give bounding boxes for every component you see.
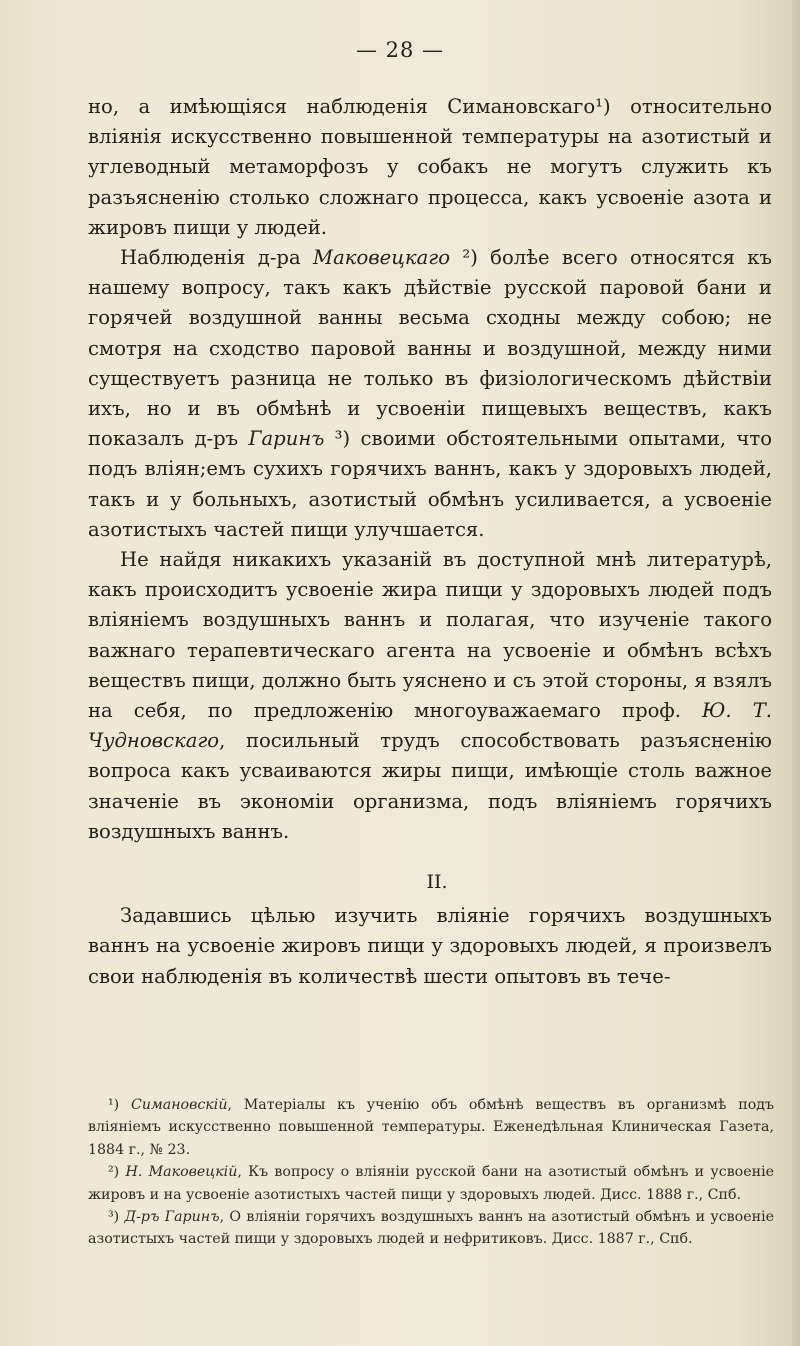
footnotes <box>88 1094 774 1251</box>
footnote-1 <box>88 1094 774 1161</box>
footnote-2-author: Н. Маковецкій <box>125 1164 238 1181</box>
footnote-3-author: Д-ръ Гаринъ <box>124 1209 220 1226</box>
paragraph-2-middle: ²) болѣе всего относятся къ нашему вопросу, такъ какъ дѣйствіе русской паровой бани и горячей воздушной ванны весьма сходны между собою; не смотря на сходство паровой ванны и воздушной, между ними существуетъ разница не только въ физіологическомъ дѣйствіи ихъ, но и въ обмѣнѣ и усвоеніи пищевыхъ веществъ, какъ показалъ д-ръ <box>88 246 772 451</box>
paragraph-3-tail: , посильный трудъ способствовать разъясненію вопроса какъ усваиваются жиры пищи, имѣющіе столь важное значеніе въ экономіи организма, подъ вліяніемъ горячихъ воздушныхъ ваннъ. <box>88 729 772 843</box>
author-name-garin: Гаринъ <box>248 427 325 451</box>
author-name-makovetsky: Маковецкаго <box>313 246 450 270</box>
author-name-chudnovsky: Ю. Т. Чудновскаго <box>88 699 772 753</box>
paragraph-3 <box>88 545 772 847</box>
footnote-2 <box>88 1161 774 1206</box>
footnote-2-text: , Къ вопросу о вліяніи русской бани на азотистый обмѣнъ и усвоеніе жировъ и на усвоеніе азотистыхъ частей пищи у здоровыхъ людей. Дисс. 1888 г., Спб. <box>88 1164 775 1203</box>
footnote-1-author: Симановскій <box>131 1097 228 1113</box>
main-text <box>88 92 772 992</box>
footnote-3-marker: ³) <box>108 1209 125 1226</box>
footnote-3 <box>88 1206 774 1251</box>
paragraph-2 <box>88 243 772 545</box>
paragraph-2-lead: Наблюденія д-ра <box>120 246 313 270</box>
paragraph-4: Задавшись цѣлью изучить вліяніе горячихъ воздушныхъ ваннъ на усвоеніе жировъ пищи у здоровыхъ людей, я произвелъ свои наблюденія въ количествѣ шести опытовъ въ тече- <box>88 904 772 988</box>
paragraph-3-lead: Не найдя никакихъ указаній въ доступной мнѣ литературѣ, какъ происходитъ усвоеніе жира пищи у здоровыхъ людей подъ вліяніемъ воздушныхъ ваннъ и полагая, что изученіе такого важнаго терапевтическаго агента на усвоеніе и обмѣнъ всѣхъ веществъ пищи, должно быть уяснено и съ этой стороны, я взялъ на себя, по предложенію многоуважаемаго проф. <box>88 548 772 723</box>
footnote-1-marker: ¹) <box>108 1097 131 1113</box>
footnote-3-text: , О вліяніи горячихъ воздушныхъ ваннъ на азотистый обмѣнъ и усвоеніе азотистыхъ частей пищи у здоровыхъ людей и нефритиковъ. Дисс. 1887 г., Спб. <box>88 1209 775 1248</box>
page-number: — 28 — <box>355 38 445 62</box>
footnote-2-marker: ²) <box>108 1164 126 1181</box>
paragraph-2-tail: ³) своими обстоятельными опытами, что подъ вліян;емъ сухихъ горячихъ ваннъ, какъ у здоровыхъ людей, такъ и у больныхъ, азотистый обмѣнъ усиливается, а усвоеніе азотистыхъ частей пищи улучшается. <box>88 427 772 541</box>
page-edge <box>792 0 800 1346</box>
footnote-1-text: , Матеріалы къ ученію объ обмѣнѣ веществъ въ организмѣ подъ вліяніемъ искусственно повышенной температуры. Еженедѣльная Клиническая Газета, 1884 г., № 23. <box>88 1097 774 1158</box>
section-heading: II. <box>426 871 448 894</box>
paragraph-1: но, а имѣющіяся наблюденія Симановскаго¹) относительно вліянія искусственно повышенной температуры на азотистый и углеводный метаморфозъ у собакъ не могутъ служить къ разъясненію столько сложнаго процесса, какъ усвоеніе азота и жировъ пищи у людей. <box>88 95 772 239</box>
